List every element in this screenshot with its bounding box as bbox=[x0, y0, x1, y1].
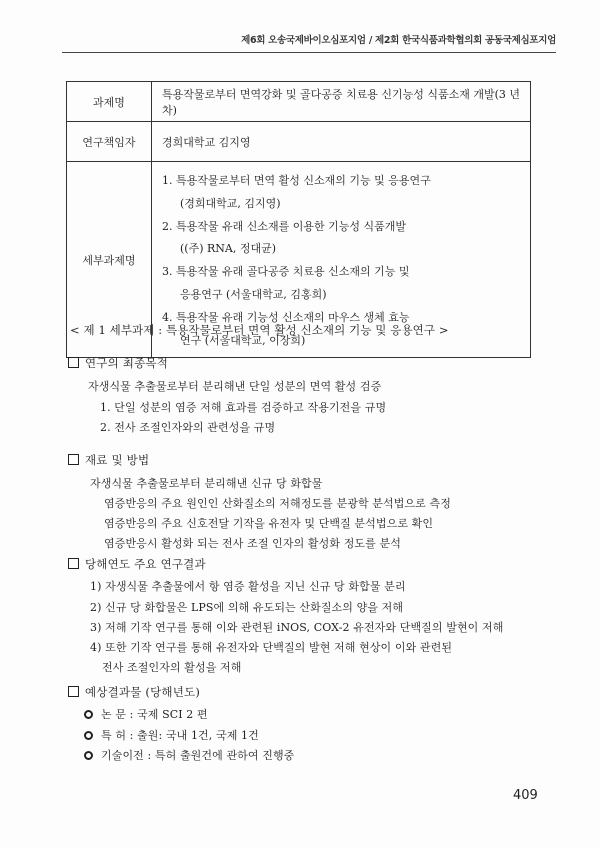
project-name-label: 과제명 bbox=[67, 82, 152, 122]
result-line: 2) 신규 당 화합물은 LPS에 의해 유도되는 산화질소의 양을 저해 bbox=[90, 601, 404, 614]
subtask-line: 응용연구 (서울대학교, 김홍희) bbox=[180, 287, 327, 301]
subtask-line: 연구 (서울대학교, 이장희) bbox=[180, 333, 306, 347]
subtask-line: 4. 특용작물 유래 기능성 신소재의 마우스 생체 효능 bbox=[162, 310, 410, 324]
lead-researcher-value: 경희대학교 김지영 bbox=[152, 122, 531, 162]
lead-researcher-row bbox=[67, 122, 531, 162]
project-info-table bbox=[66, 81, 531, 358]
checkbox-square-icon bbox=[68, 686, 79, 697]
method-line: 염증반응의 주요 신호전달 기작을 유전자 및 단백질 분석법으로 확인 bbox=[104, 517, 434, 530]
method-line: 염증반응시 활성화 되는 전사 조절 인자의 활성화 정도를 분석 bbox=[104, 537, 401, 550]
project-name-value: 특용작물로부터 면역강화 및 골다공증 치료용 신기능성 식품소재 개발(3 년차) bbox=[152, 82, 531, 122]
section-expected-heading: 예상결과물 (당해년도) bbox=[68, 684, 200, 700]
subtask-line: 3. 특용작물 유래 골다공증 치료용 신소재의 기능 및 bbox=[162, 265, 410, 279]
goal-line: 자생식물 추출물로부터 분리해낸 단일 성분의 면역 활성 검증 bbox=[88, 380, 382, 393]
subtasks-label: 세부과제명 bbox=[67, 162, 152, 358]
section-results-heading: 당해연도 주요 연구결과 bbox=[68, 556, 206, 572]
running-header: 제6회 오송국제바이오심포지엄 / 제2회 한국식품과학협의회 공동국제심포지엄 bbox=[62, 30, 556, 53]
checkbox-square-icon bbox=[68, 357, 79, 368]
expected-line: 기술이전 : 특허 출원건에 관하여 진행중 bbox=[84, 747, 294, 763]
subtask-line: 1. 특용작물로부터 면역 활성 신소재의 기능 및 응용연구 bbox=[162, 174, 431, 187]
project-name-row bbox=[67, 82, 531, 122]
goal-line: 1. 단일 성분의 염증 저해 효과를 검증하고 작용기전을 규명 bbox=[100, 401, 387, 414]
subtask-line: 2. 특용작물 유래 신소재를 이용한 기능성 식품개발 bbox=[162, 219, 406, 233]
result-line: 1) 자생식물 추출물에서 항 염증 활성을 지닌 신규 당 화합물 분리 bbox=[90, 580, 406, 593]
goal-line: 2. 전사 조절인자와의 관련성을 규명 bbox=[100, 421, 276, 434]
subtask-line: (경희대학교, 김지영) bbox=[180, 196, 281, 210]
circle-bullet-icon bbox=[84, 731, 93, 740]
checkbox-square-icon bbox=[68, 454, 79, 465]
result-line: 3) 저해 기작 연구를 통해 이와 관련된 iNOS, COX-2 유전자와 단백질의 발현이 저해 bbox=[90, 621, 504, 634]
section-goal-heading: 연구의 최종목적 bbox=[68, 355, 168, 371]
subtask-subtitle: < 제 1 세부과제 : 특용작물로부터 면역 활성 신소재의 기능 및 응용연구 > bbox=[70, 323, 449, 337]
checkbox-square-icon bbox=[68, 558, 79, 569]
circle-bullet-icon bbox=[84, 751, 93, 760]
subtask-line: ((주) RNA, 정대균) bbox=[180, 242, 277, 256]
method-line: 염증반응의 주요 원인인 산화질소의 저해정도를 분광학 분석법으로 측정 bbox=[104, 497, 451, 510]
page-number: 409 bbox=[513, 788, 538, 803]
expected-line: 특 허 : 출원: 국내 1건, 국제 1건 bbox=[84, 727, 259, 743]
lead-researcher-label: 연구책임자 bbox=[67, 122, 152, 162]
section-method-heading: 재료 및 방법 bbox=[68, 452, 149, 468]
method-line: 자생식물 추출물로부터 분리해낸 신규 당 화합물 bbox=[90, 477, 323, 490]
expected-line: 논 문 : 국제 SCI 2 편 bbox=[84, 706, 208, 722]
result-line: 전사 조절인자의 활성을 저해 bbox=[102, 661, 242, 674]
circle-bullet-icon bbox=[84, 710, 93, 719]
result-line: 4) 또한 기작 연구를 통해 유전자와 단백질의 발현 저해 현상이 이와 관련된 bbox=[90, 641, 453, 654]
